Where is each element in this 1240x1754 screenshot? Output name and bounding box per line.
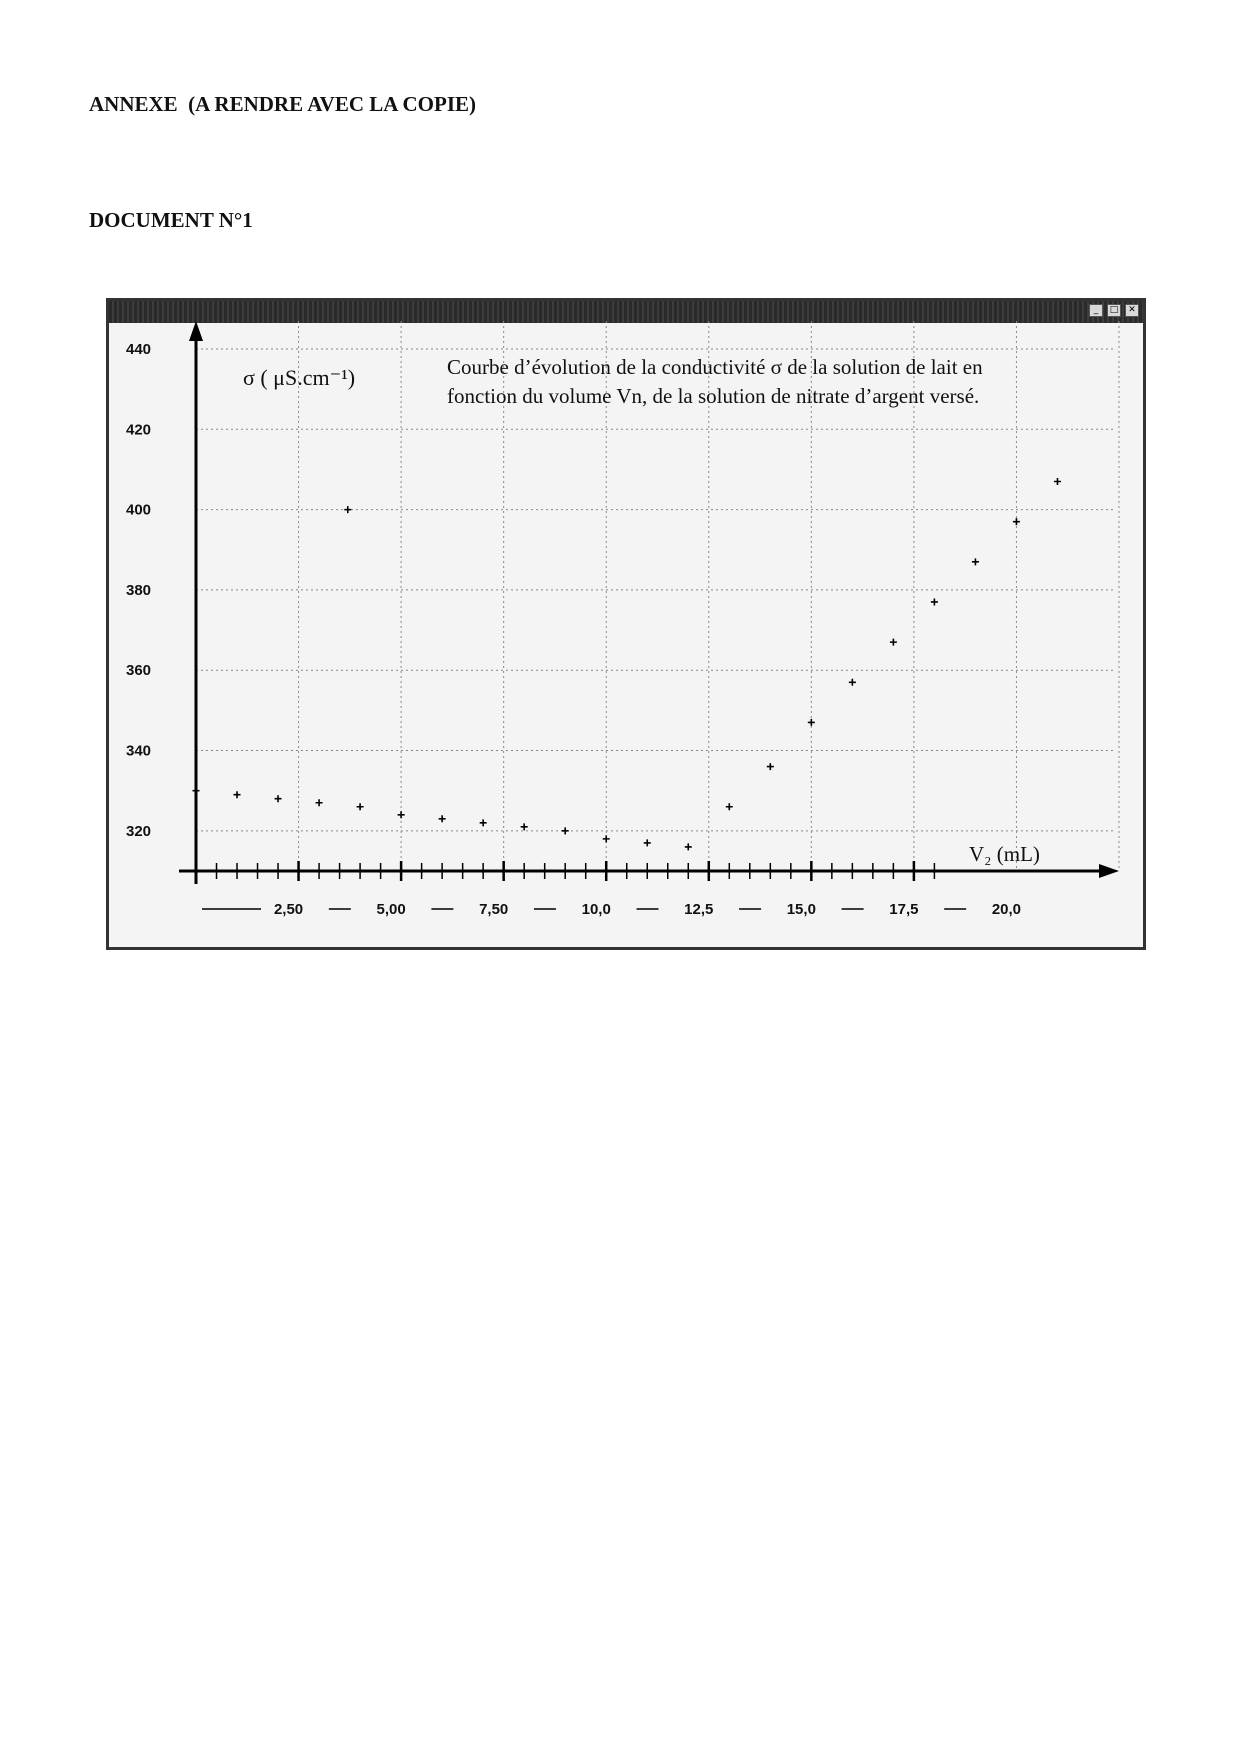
data-point bbox=[562, 827, 569, 834]
x-tick-label: 2,50 bbox=[273, 901, 304, 918]
x-tick-label: 15,0 bbox=[786, 901, 816, 918]
data-point bbox=[890, 639, 897, 646]
data-point bbox=[603, 835, 610, 842]
y-axis-arrow bbox=[189, 321, 203, 341]
chart-subtitle: fonction du volume Vn, de la solution de nitrate d’argent versé. bbox=[447, 384, 980, 408]
y-tick-labels bbox=[126, 341, 151, 840]
data-point bbox=[972, 558, 979, 565]
y-tick-label: 340 bbox=[126, 742, 152, 760]
data-point bbox=[275, 795, 282, 802]
x-tick-label: 7,50 bbox=[479, 901, 509, 918]
conductivity-chart bbox=[109, 301, 1143, 947]
data-point bbox=[398, 811, 405, 818]
data-point bbox=[1013, 518, 1020, 525]
y-axis bbox=[189, 321, 203, 884]
data-point bbox=[439, 815, 446, 822]
data-point bbox=[521, 823, 528, 830]
maximize-icon[interactable]: □ bbox=[1107, 304, 1121, 317]
x-tick-labels bbox=[202, 901, 1021, 918]
data-point bbox=[234, 791, 241, 798]
plot-window bbox=[106, 298, 1146, 950]
x-tick-label: 12,5 bbox=[684, 901, 714, 918]
x-tick-label: 17,5 bbox=[889, 901, 919, 918]
chart-title: Courbe d’évolution de la conductivité σ de la solution de lait en bbox=[447, 355, 983, 379]
data-point bbox=[849, 679, 856, 686]
y-axis-label: σ ( μS.cm⁻¹) bbox=[243, 365, 356, 390]
document-label: DOCUMENT N°1 bbox=[89, 208, 253, 232]
x-axis-label: V₂ (mL) bbox=[969, 842, 1040, 866]
data-point bbox=[644, 839, 651, 846]
x-tick-label: 5,00 bbox=[376, 901, 406, 918]
y-tick-label: 420 bbox=[126, 421, 152, 439]
data-point bbox=[480, 819, 487, 826]
x-tick-label: 10,0 bbox=[581, 901, 611, 918]
data-point bbox=[193, 787, 200, 794]
data-point bbox=[685, 843, 692, 850]
page-heading: ANNEXE (A RENDRE AVEC LA COPIE) bbox=[89, 92, 477, 116]
data-point bbox=[931, 598, 938, 605]
data-points bbox=[193, 478, 1061, 850]
data-point bbox=[767, 763, 774, 770]
y-tick-label: 400 bbox=[126, 501, 152, 519]
y-tick-label: 360 bbox=[126, 662, 152, 680]
y-tick-label: 320 bbox=[126, 822, 152, 840]
data-point bbox=[344, 506, 351, 513]
y-tick-label: 440 bbox=[126, 341, 152, 358]
close-icon[interactable]: ✕ bbox=[1125, 304, 1139, 317]
minimize-icon[interactable]: _ bbox=[1089, 304, 1103, 317]
data-point bbox=[726, 803, 733, 810]
data-point bbox=[357, 803, 364, 810]
y-tick-label: 380 bbox=[126, 581, 152, 599]
data-point bbox=[316, 799, 323, 806]
x-axis-arrow bbox=[1099, 864, 1119, 878]
data-point bbox=[1054, 478, 1061, 485]
x-tick-label: 20,0 bbox=[991, 901, 1022, 918]
data-point bbox=[808, 719, 815, 726]
